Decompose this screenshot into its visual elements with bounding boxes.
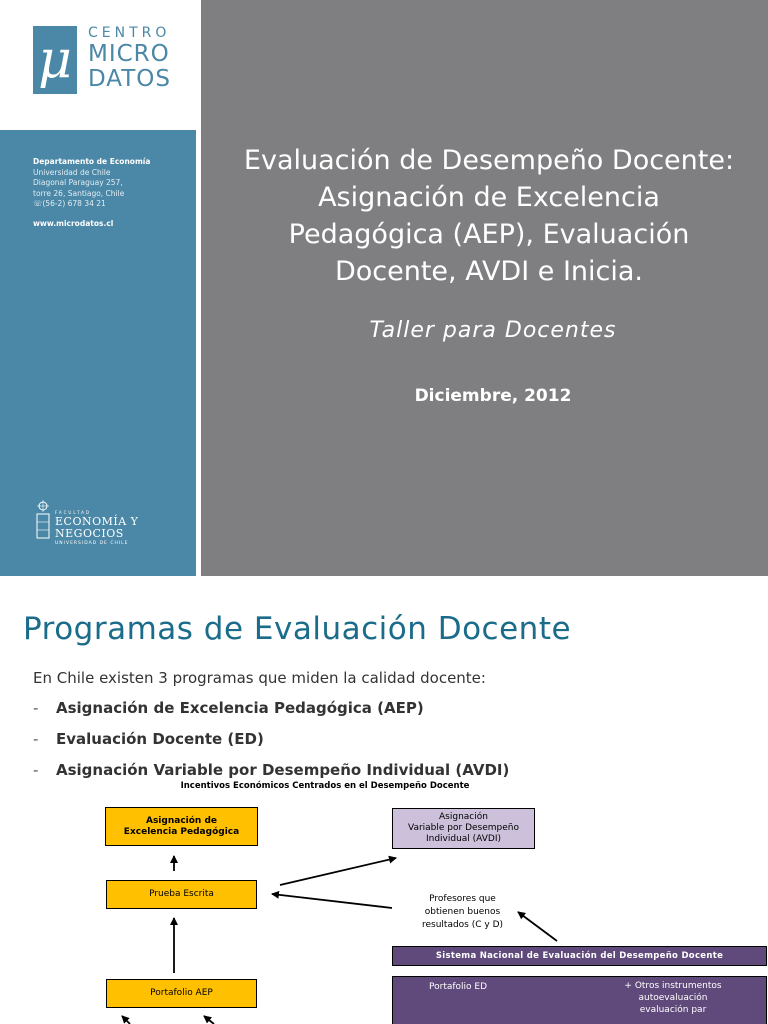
label-line: resultados (C y D)	[421, 920, 504, 930]
university-name: Universidad de Chile	[33, 167, 111, 177]
box-line: Asignación	[439, 812, 488, 822]
portafolio-ed-label: Portafolio ED	[429, 982, 488, 992]
faculty-university: UNIVERSIDAD DE CHILE	[55, 541, 129, 546]
otros-instrumentos-label	[603, 980, 743, 1016]
section-title: Programas de Evaluación Docente	[23, 611, 572, 647]
label-line: evaluación par	[639, 1005, 707, 1015]
title-line: Evaluación de Desempeño Docente:	[243, 145, 735, 176]
intro-text: En Chile existen 3 programas que miden la calidad docente:	[33, 669, 486, 687]
mu-symbol: μ	[38, 30, 72, 90]
title-line: Asignación de Excelencia	[318, 182, 660, 213]
label-line: + Otros instrumentos	[624, 981, 722, 991]
aep-box	[105, 807, 258, 846]
arrow-prueba-to-avdi	[280, 858, 396, 885]
avdi-box	[392, 808, 535, 849]
prueba-escrita-box: Prueba Escrita	[106, 880, 257, 909]
faculty-label: FACULTAD	[55, 510, 91, 515]
logo-line-micro: MICRO	[88, 41, 170, 67]
arrow-portafolio-left	[122, 1016, 130, 1024]
department-name: Departamento de Economía	[33, 157, 151, 166]
label-line: Profesores que	[429, 894, 496, 904]
title-line: Pedagógica (AEP), Evaluación	[288, 219, 690, 250]
box-line: Asignación de	[145, 815, 218, 826]
logo-line-centro: CENTRO	[88, 25, 171, 41]
box-line: Variable por Desempeño	[407, 823, 519, 833]
sistema-nacional-box: Sistema Nacional de Evaluación del Desempeño Docente	[392, 946, 767, 966]
list-item-label: Asignación Variable por Desempeño Individual (AVDI)	[56, 761, 510, 779]
list-item-label: Asignación de Excelencia Pedagógica (AEP)	[56, 699, 424, 717]
evaluacion-docente-box	[392, 976, 767, 1024]
faculty-economia: ECONOMÍA Y	[55, 515, 139, 528]
portafolio-aep-box: Portafolio AEP	[106, 979, 257, 1008]
slide-subtitle: Taller para Docentes	[369, 318, 617, 343]
list-item: - Asignación Variable por Desempeño Individual (AVDI)	[33, 761, 510, 779]
label-line: autoevaluación	[638, 993, 708, 1003]
address-line-2: torre 26, Santiago, Chile	[33, 188, 125, 198]
box-line: Excelencia Pedagógica	[123, 826, 240, 837]
address-line-1: Diagonal Paraguay 257,	[33, 178, 123, 187]
website-link[interactable]: www.microdatos.cl	[33, 218, 114, 228]
profesores-label	[400, 893, 525, 932]
list-item: - Evaluación Docente (ED)	[33, 730, 264, 748]
arrow-profesores-to-prueba	[272, 894, 392, 908]
diagram-title: Incentivos Económicos Centrados en el Desempeño Docente	[180, 781, 470, 791]
logo-line-datos: DATOS	[88, 66, 172, 92]
faculty-negocios: NEGOCIOS	[55, 527, 124, 540]
slide-date: Diciembre, 2012	[414, 386, 572, 406]
label-line: obtienen buenos	[424, 907, 501, 917]
list-item: - Asignación de Excelencia Pedagógica (AEP)	[33, 699, 424, 717]
title-line: Docente, AVDI e Inicia.	[334, 256, 644, 287]
phone-number: ☏(56-2) 678 34 21	[33, 199, 106, 208]
list-item-label: Evaluación Docente (ED)	[56, 730, 264, 748]
arrow-portafolio-right	[204, 1016, 214, 1024]
box-line: Individual (AVDI)	[425, 834, 502, 844]
